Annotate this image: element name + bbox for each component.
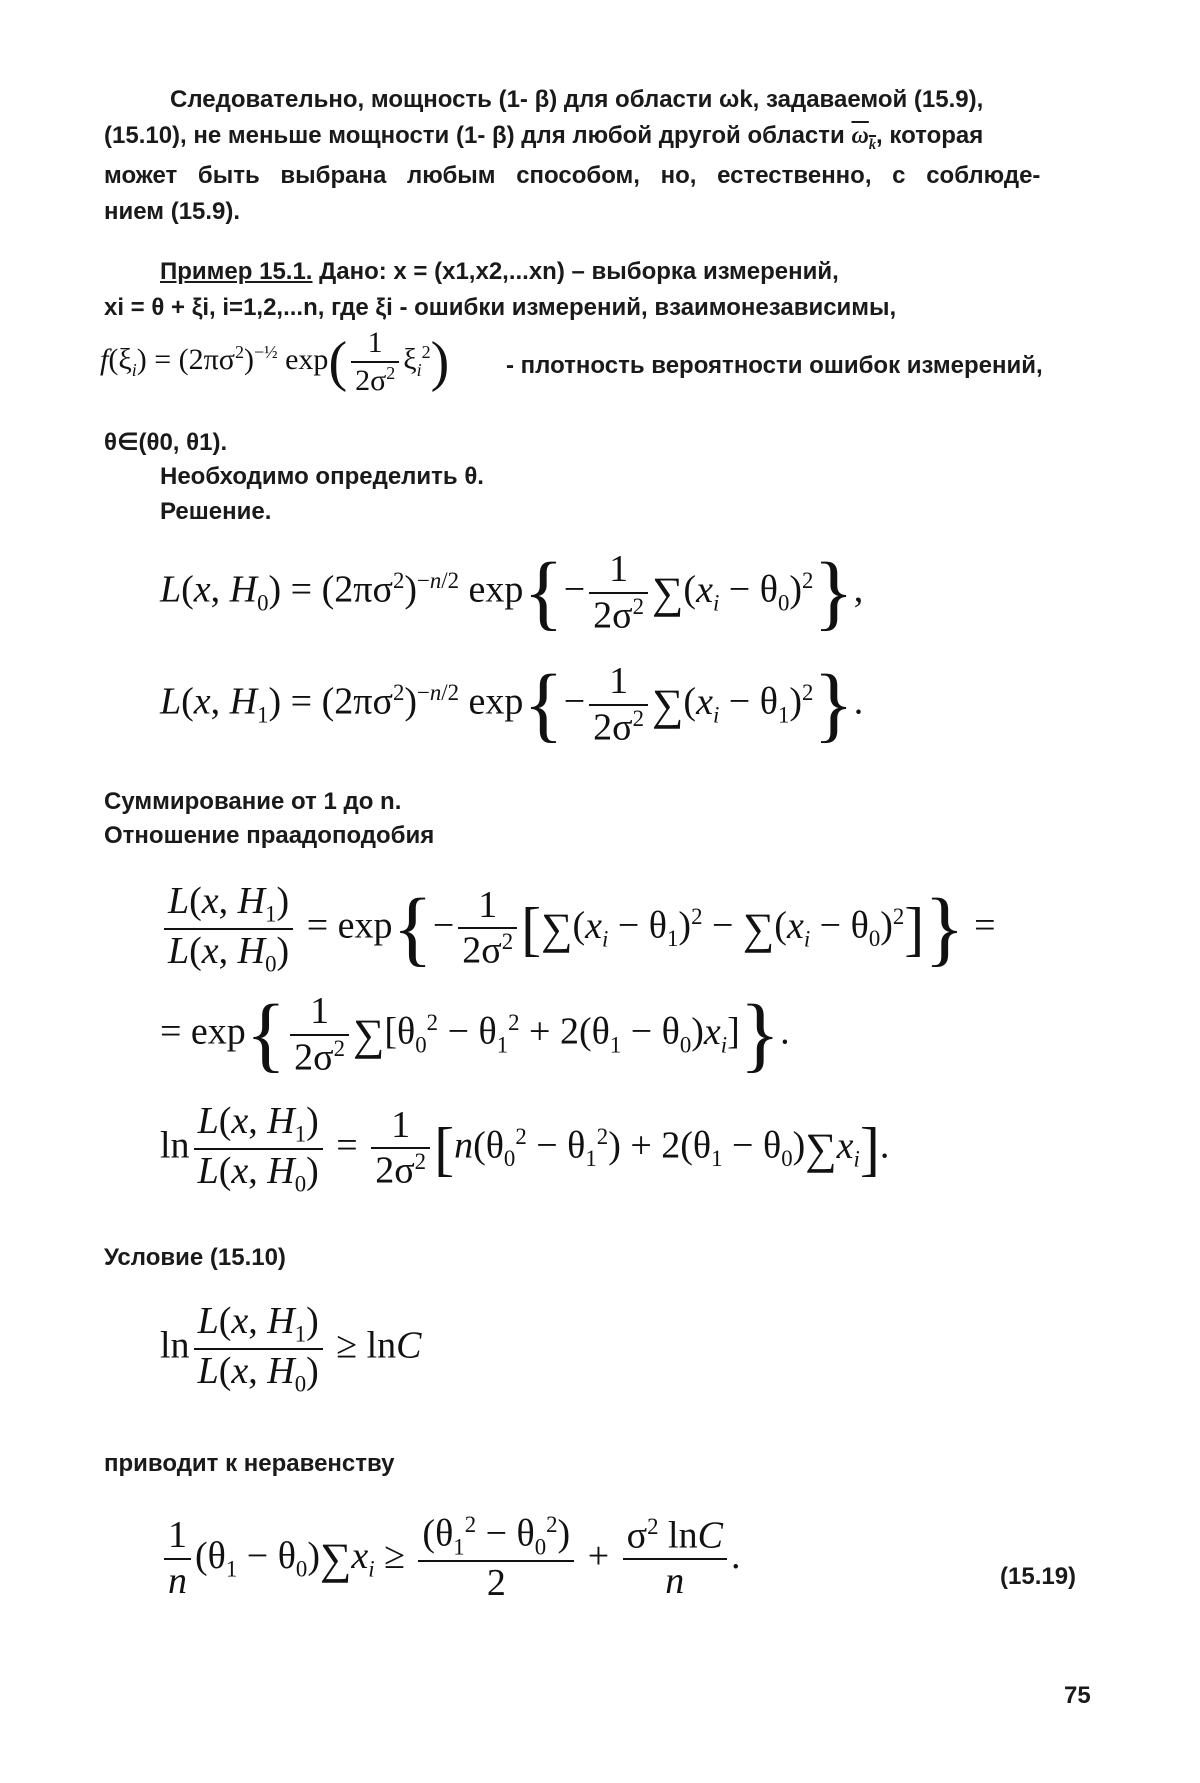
ratio-label: Отношение праадоподобия [104, 822, 435, 849]
theta-range: θ∈(θ0, θ1). [104, 429, 228, 456]
solution-label: Решение. [160, 498, 272, 525]
likelihood-h0: L(x, $H_0) = (2\pi\sigma^2)^{-n/2}$ exp{− $\frac{1}{2\sigma^2}$ $\sum(x_i - \theta_0)^2$}, [160, 546, 864, 640]
example-line-2: xi = θ + ξi, i=1,2,...n, где ξi - ошибки измерений, взаимонезависимы, [104, 294, 897, 321]
density-formula: $f(\xi_i) = (2\pi\sigma^2)^{-\frac{1}{2}}$ exp( $\frac{1}{2\sigma^2}$ $\xi_i^2$) [100, 326, 450, 397]
ratio-equation-1: $\frac{L(x, H_1)}{L(x, H_0)}$ = exp{− $\frac{1}{2\sigma^2}$ $[\sum(x_i - \theta_1)^2 - \sum(x_i - \theta_0)^2]$} = [160, 880, 996, 978]
summation-note: Суммирование от 1 до n. [104, 788, 402, 815]
example-given: Дано: x = (x1,x2,...xn) – выборка измерений, [312, 258, 839, 285]
intro-line-2-text: (15.10), не меньше мощности (1- β) для любой другой области [104, 122, 845, 149]
final-inequality: $\frac{1}{n}$ $(\theta_1 - \theta_0)\sum x_i$ ≥ $\frac{(\theta_1^2 - \theta_0^2)}{2}$ + $\frac{\sigma^2 \ln C}{n}$ . [160, 1512, 740, 1606]
example-heading: Пример 15.1. [160, 258, 313, 285]
log-ratio-equation: ln $\frac{L(x, H_1)}{L(x, H_0)}$ = $\frac{1}{2\sigma^2}$ $[n(\theta_0^2 - \theta_1^2) + 2(\theta_1 - \theta_0)\sum x_i]$. [160, 1100, 890, 1197]
intro-line-4: нием (15.9). [104, 198, 241, 225]
page-number: 75 [1064, 1682, 1091, 1709]
likelihood-h1: L(x, $H_1) = (2\pi\sigma^2)^{-n/2}$ exp{− $\frac{1}{2\sigma^2}$ $\sum(x_i - \theta_1)^2$}. [160, 658, 864, 752]
task-statement: Необходимо определить θ. [160, 463, 484, 490]
intro-line-3: может быть выбрана любым способом, но, естественно, с соблюде- [104, 162, 1041, 189]
intro-line-2-end: , которая [876, 122, 984, 149]
omega-k-symbol: $\omega_k$ [851, 123, 877, 153]
equation-number: (15.19) [1000, 1563, 1077, 1590]
intro-line-1: Следовательно, мощность (1- β) для области ωk, задаваемой (15.9), [170, 86, 984, 113]
example-heading-line [160, 258, 839, 286]
condition-label: Условие (15.10) [104, 1244, 286, 1271]
condition-inequality: ln $\frac{L(x, H_1)}{L(x, H_0)}$ ≥ lnC [160, 1300, 422, 1397]
intro-line-2 [104, 122, 983, 154]
density-description: - плотность вероятности ошибок измерений, [506, 352, 1043, 379]
ratio-equation-2: = exp{ $\frac{1}{2\sigma^2}$ $\sum[\theta_0^2 - \theta_1^2 + 2(\theta_1 - \theta_0)x_i]$}. [160, 988, 790, 1082]
leads-to-label: приводит к неравенству [104, 1450, 395, 1477]
